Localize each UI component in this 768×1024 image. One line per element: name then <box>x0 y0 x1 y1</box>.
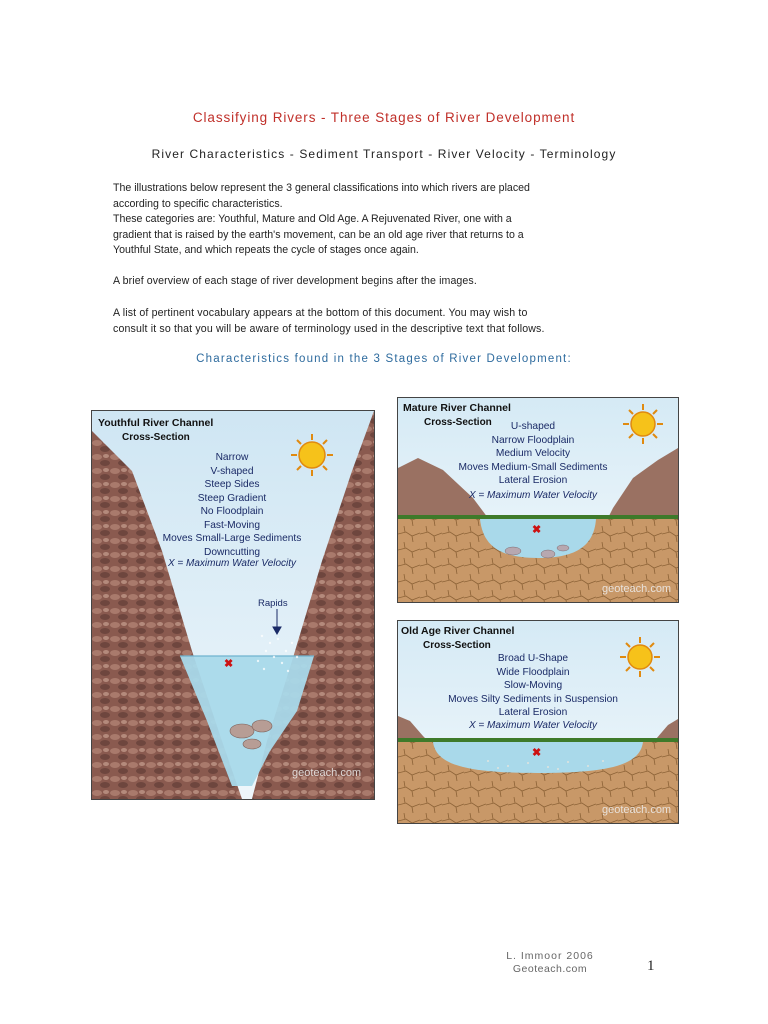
intro-line: The illustrations below represent the 3 general classifications into which rivers are placed <box>113 182 530 194</box>
old-age-item: Broad U-Shape <box>497 653 569 664</box>
old-age-watermark: geoteach.com <box>602 804 672 816</box>
intro-line: Youthful State, and which repeats the cycle of stages once again. <box>113 244 419 257</box>
page-number: 1 <box>647 958 655 974</box>
youthful-item: Narrow <box>215 452 249 463</box>
old-age-title: Old Age River Channel <box>401 625 515 637</box>
mature-subtitle: Cross-Section <box>424 417 492 428</box>
mature-item: Lateral Erosion <box>498 475 568 486</box>
old-age-river-panel <box>397 620 679 824</box>
x-marker-icon: ✖ <box>532 747 542 759</box>
document-title: Classifying Rivers - Three Stages of River Development <box>192 110 576 125</box>
old-age-velocity-note: X = Maximum Water Velocity <box>468 720 598 731</box>
intro-paragraph <box>113 181 658 259</box>
youthful-river-panel <box>91 410 375 800</box>
youthful-item: Steep Gradient <box>197 492 267 504</box>
document-subtitle: River Characteristics - Sediment Transport - River Velocity - Terminology <box>151 147 617 161</box>
sun-icon <box>623 404 663 444</box>
youthful-item: Downcutting <box>203 546 261 558</box>
old-age-item: Moves Silty Sediments in Suspension <box>448 693 618 705</box>
intro-line: gradient that is raised by the earth's movement, can be an old age river that returns to a <box>113 228 524 241</box>
intro-line: according to specific characteristics. <box>113 197 283 210</box>
youthful-item: V-shaped <box>210 465 254 477</box>
old-age-subtitle: Cross-Section <box>423 640 491 651</box>
youthful-subtitle: Cross-Section <box>122 432 190 443</box>
mature-velocity-note: X = Maximum Water Velocity <box>468 490 598 501</box>
overview-paragraph: A brief overview of each stage of river development begins after the images. <box>113 275 477 287</box>
mature-title: Mature River Channel <box>403 402 511 414</box>
youthful-item: Steep Sides <box>204 479 260 490</box>
youthful-item: No Floodplain <box>200 506 264 517</box>
x-marker-icon: ✖ <box>224 658 234 670</box>
youthful-characteristics <box>132 451 332 559</box>
old-age-item: Lateral Erosion <box>498 707 568 718</box>
vocab-line: A list of pertinent vocabulary appears at the bottom of this document. You may wish to <box>113 307 528 319</box>
footer-author: L. Immoor 2006 <box>506 950 594 962</box>
section-heading: Characteristics found in the 3 Stages of River Development: <box>196 353 572 365</box>
old-age-item: Wide Floodplain <box>496 666 570 678</box>
vocab-line: consult it so that you will be aware of terminology used in the descriptive text that follows. <box>113 322 545 335</box>
youthful-item: Fast-Moving <box>203 519 261 531</box>
mature-item: Moves Medium-Small Sediments <box>458 461 608 473</box>
youthful-velocity-note: X = Maximum Water Velocity <box>167 558 297 569</box>
youthful-item: Moves Small-Large Sediments <box>162 533 302 544</box>
old-age-characteristics <box>428 652 638 720</box>
vocabulary-paragraph <box>113 306 658 337</box>
intro-line: These categories are: Youthful, Mature and Old Age. A Rejuvenated River, one with a <box>113 213 512 226</box>
mature-item: Medium Velocity <box>495 448 571 459</box>
mature-watermark: geoteach.com <box>602 583 672 595</box>
youthful-watermark: geoteach.com <box>292 767 362 779</box>
old-age-item: Slow-Moving <box>503 680 563 691</box>
mature-item: U-shaped <box>510 421 556 432</box>
x-marker-icon: ✖ <box>532 524 542 536</box>
youthful-title: Youthful River Channel <box>98 417 214 429</box>
mature-characteristics <box>438 420 628 488</box>
rapids-label: Rapids <box>258 598 288 609</box>
footer-site: Geoteach.com <box>512 963 588 975</box>
mature-item: Narrow Floodplain <box>491 434 575 446</box>
mature-river-panel <box>397 397 679 603</box>
